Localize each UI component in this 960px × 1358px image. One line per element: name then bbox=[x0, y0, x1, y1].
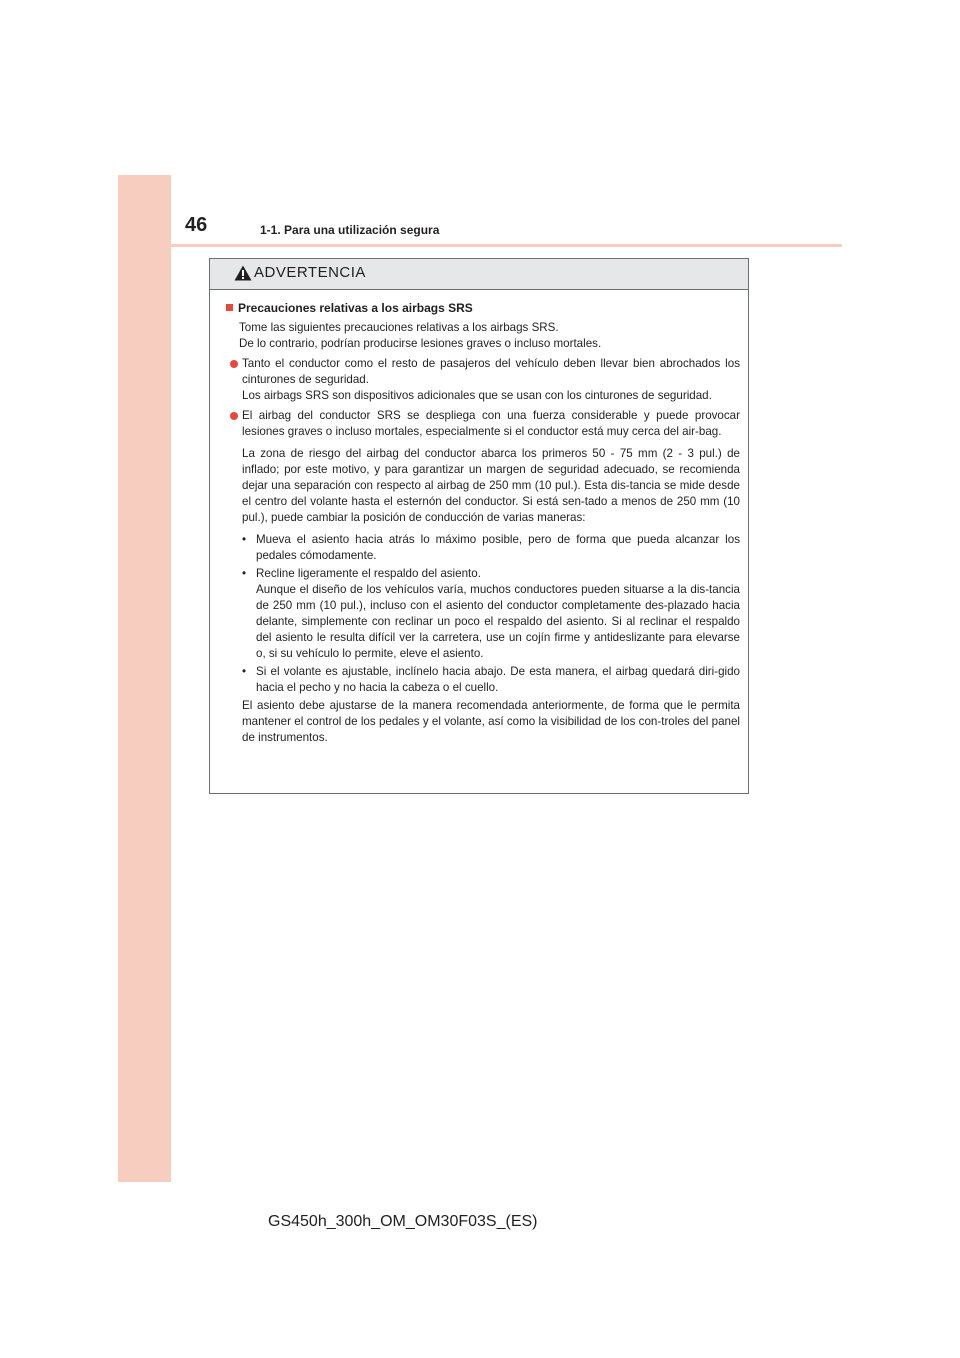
round-bullet-icon bbox=[230, 412, 238, 420]
list-marker: • bbox=[242, 665, 247, 678]
section-title: 1-1. Para una utilización segura bbox=[260, 223, 440, 237]
bullet-text: El airbag del conductor SRS se despliega con una fuerza considerable y puede provocar lesiones graves o incluso mortales, especialmente si el conductor está muy cerca del air-bag. bbox=[242, 409, 740, 438]
list-marker: • bbox=[242, 533, 247, 546]
document-code: GS450h_300h_OM_OM30F03S_(ES) bbox=[268, 1213, 538, 1230]
list-item-text: Aunque el diseño de los vehículos varía, muchos conductores pueden situarse a la dis-tancia de 250 mm (10 pul.), incluso con el asiento del conductor completamente des-plazado hacia delante, simplemente con reclinar un poco el respaldo del asiento. Si al reclinar el respaldo del asiento le resulta difícil ver la carretera, use un cojín firme y antideslizante para elevarse o, si su vehículo lo permite, eleve el asiento. bbox=[256, 583, 740, 660]
intro-line: De lo contrario, podrían producirse lesiones graves o incluso mortales. bbox=[239, 337, 602, 350]
warning-triangle-icon bbox=[234, 265, 252, 281]
list-item-text: Mueva el asiento hacia atrás lo máximo posible, pero de forma que pueda alcanzar los pedales cómodamente. bbox=[256, 533, 740, 562]
warning-box bbox=[209, 258, 749, 794]
warning-title: ADVERTENCIA bbox=[254, 264, 366, 281]
square-bullet-icon bbox=[226, 304, 233, 311]
list-item bbox=[242, 664, 740, 696]
intro-line: Tome las siguientes precauciones relativas a los airbags SRS. bbox=[239, 321, 559, 334]
bullet-text: Tanto el conductor como el resto de pasajeros del vehículo deben llevar bien abrochados los cinturones de seguridad. bbox=[242, 357, 740, 386]
chapter-side-band bbox=[118, 175, 171, 1182]
list-marker: • bbox=[242, 567, 247, 580]
list-item-text: Recline ligeramente el respaldo del asiento. bbox=[256, 567, 481, 580]
bullet-seatbelts bbox=[242, 356, 740, 404]
round-bullet-icon bbox=[230, 360, 238, 368]
warning-header bbox=[210, 259, 748, 290]
page-number: 46 bbox=[185, 214, 208, 236]
risk-zone-paragraph: La zona de riesgo del airbag del conductor abarca los primeros 50 - 75 mm (2 - 3 pul.) de inflado; por este motivo, y para garantizar un margen de seguridad adecuado, se recomienda dejar una separación con respecto al airbag de 250 mm (10 pul.). Esta dis-tancia se mide desde el centro del volante hasta el esternón del conductor. Si está sen-tado a menos de 250 mm (10 pul.), puede cambiar la posición de conducción de varias maneras: bbox=[242, 447, 740, 524]
list-item bbox=[242, 566, 740, 662]
list-item bbox=[242, 532, 740, 564]
closing-paragraph: El asiento debe ajustarse de la manera recomendada anteriormente, de forma que le permita mantener el control de los pedales y el volante, así como la visibilidad de los con-troles del panel de instrumentos. bbox=[242, 699, 740, 744]
precautions-heading-text: Precauciones relativas a los airbags SRS bbox=[238, 301, 473, 315]
intro-text bbox=[239, 320, 740, 352]
precautions-heading bbox=[226, 300, 748, 316]
header-divider bbox=[171, 244, 842, 247]
bullet-driver-airbag bbox=[242, 408, 740, 526]
warning-body bbox=[210, 300, 748, 746]
driving-position-list bbox=[242, 532, 740, 696]
bullet-text: Los airbags SRS son dispositivos adicionales que se usan con los cinturones de seguridad. bbox=[242, 389, 712, 402]
list-item-text: Si el volante es ajustable, inclínelo hacia abajo. De esta manera, el airbag quedará diri-gido hacia el pecho y no hacia la cabeza o el cuello. bbox=[256, 665, 740, 694]
